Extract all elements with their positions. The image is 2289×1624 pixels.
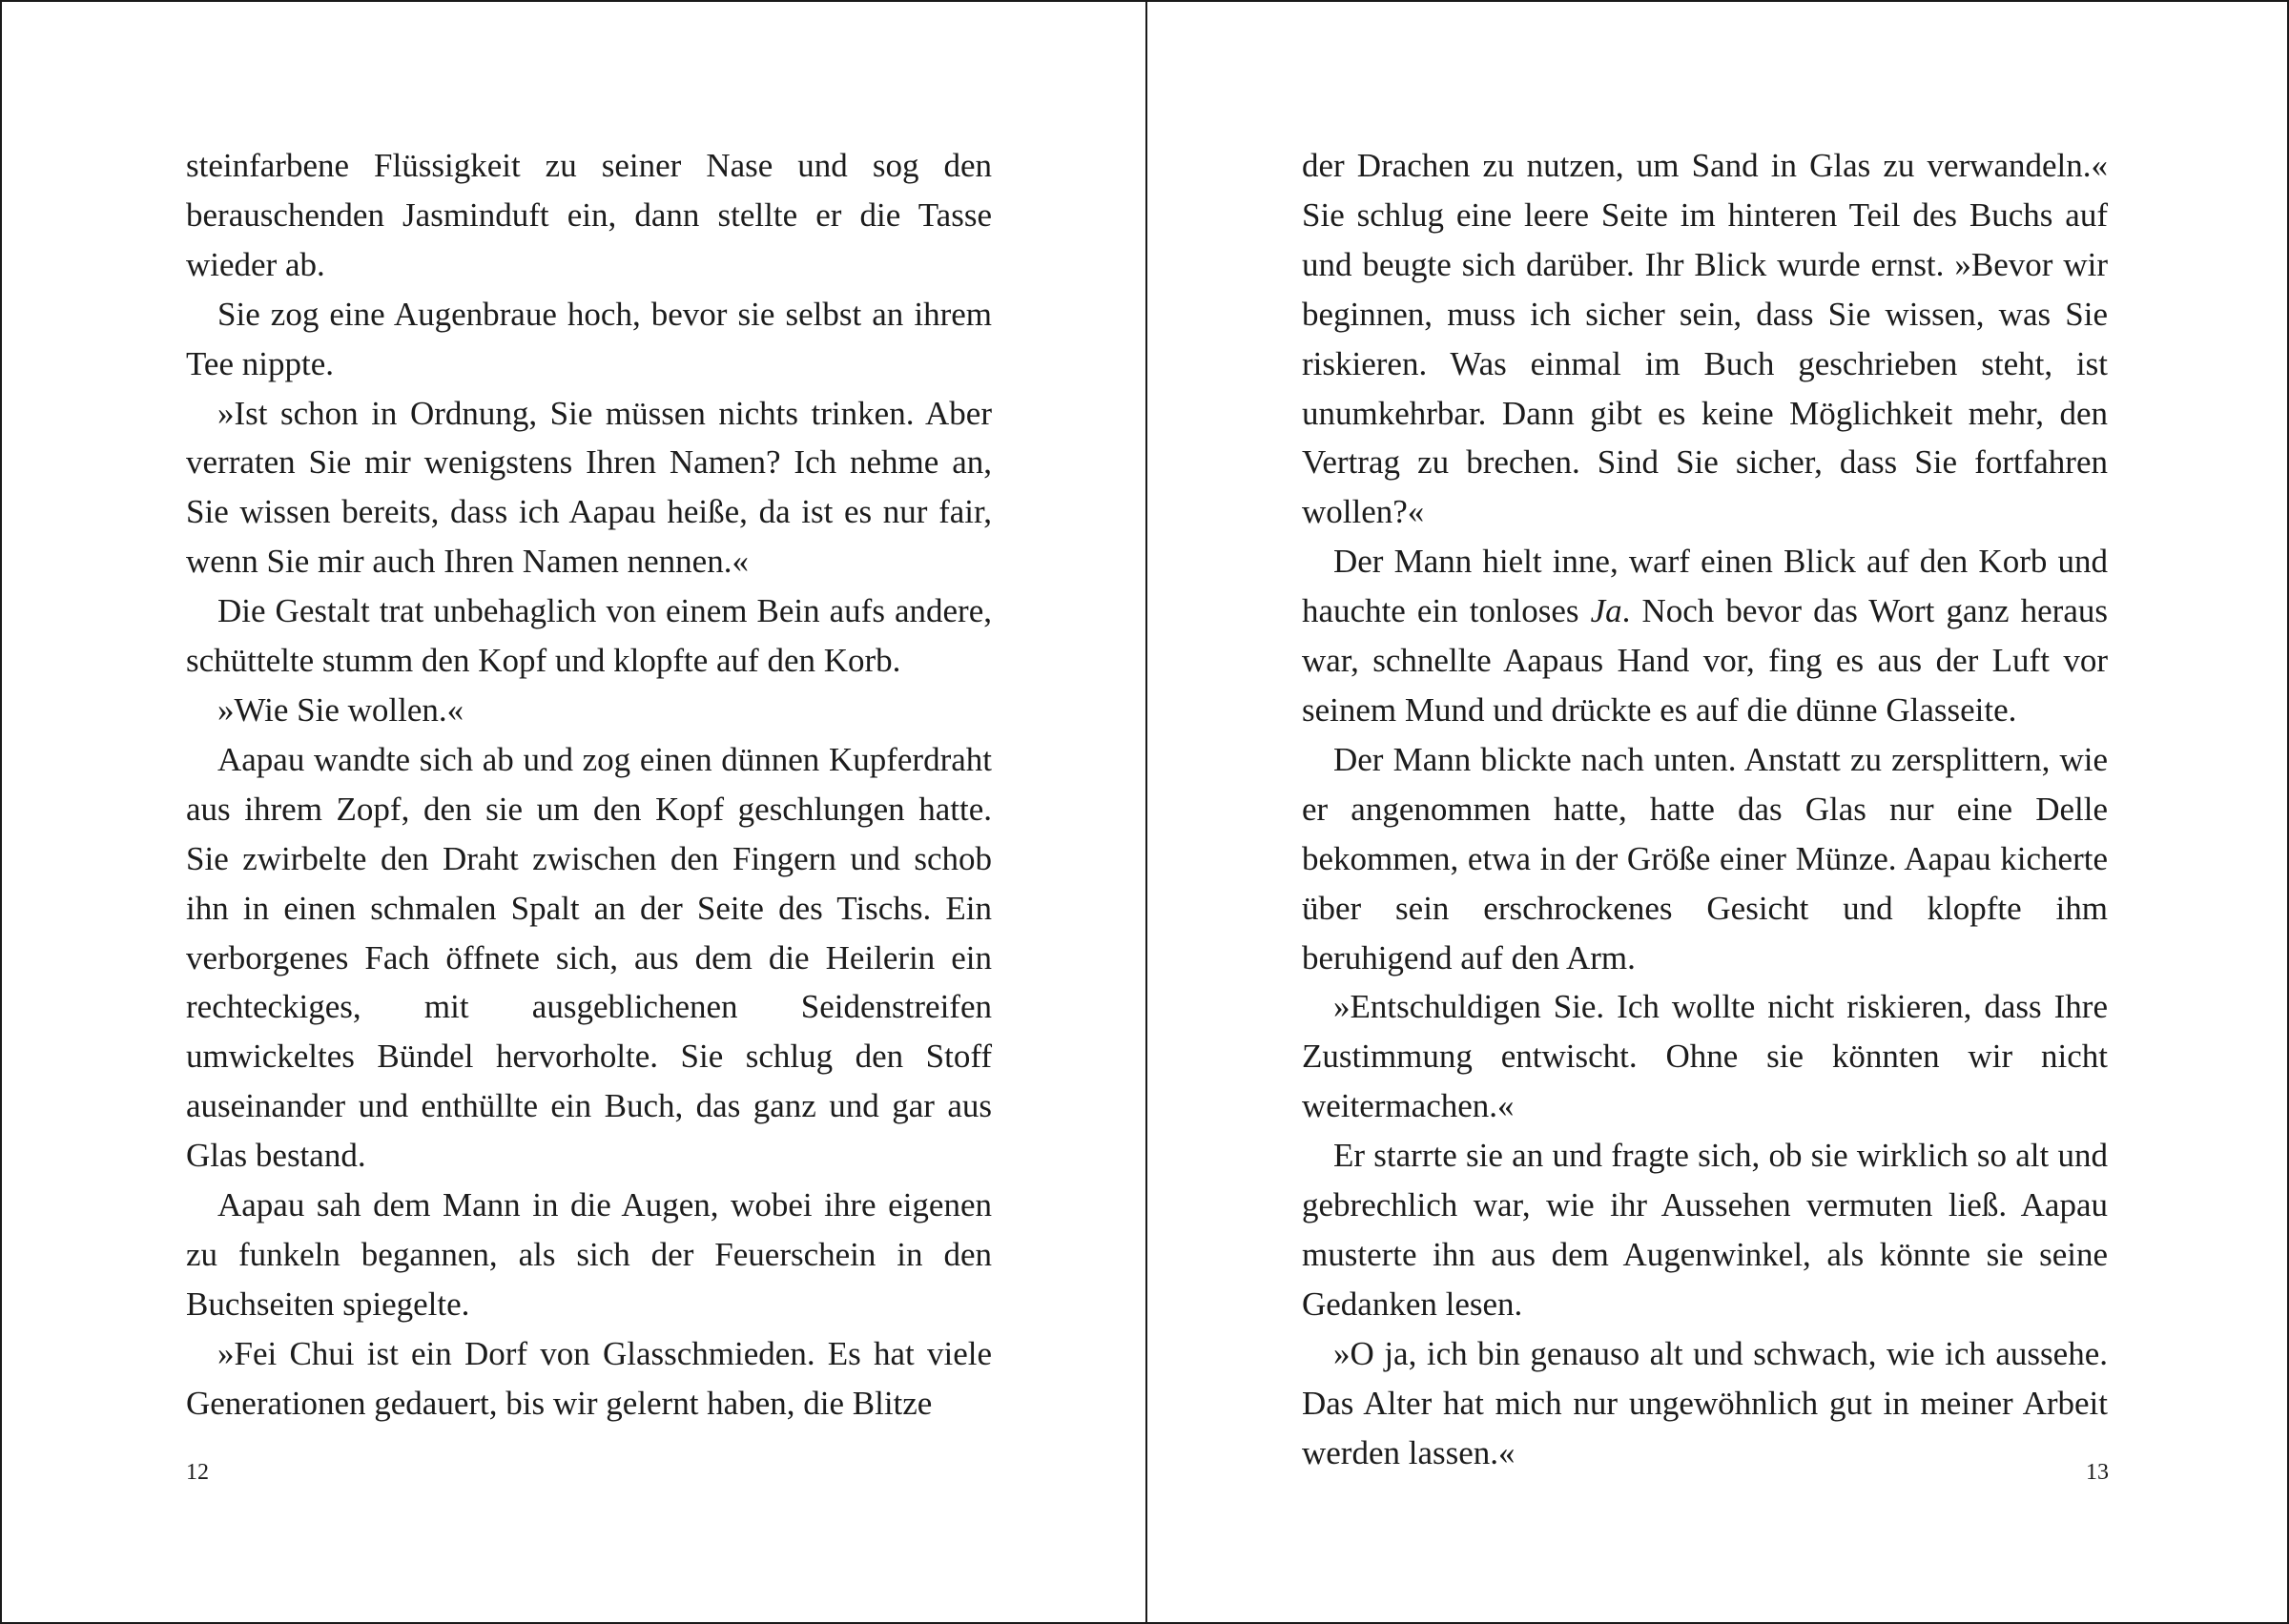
right-page-text: [1302, 141, 2108, 1477]
paragraph: Aapau wandte sich ab und zog einen dünnen Kupferdraht aus ihrem Zopf, den sie um den Kopf geschlungen hatte. Sie zwirbelte den Draht zwischen den Fingern und schob ihn in einen schmalen Spalt an der Seite des Tischs. Ein verborgenes Fach öffnete sich, aus dem die Heilerin ein rechteckiges, mit ausgeblichenen Seidenstreifen umwickeltes Bündel hervorholte. Sie schlug den Stoff auseinander und enthüllte ein Buch, das ganz und gar aus Glas bestand.: [186, 740, 992, 1175]
emphasized-word: Ja: [1590, 592, 1622, 630]
paragraph: »Ist schon in Ordnung, Sie müssen nichts trinken. Aber verraten Sie mir wenigstens Ihren Namen? Ich nehme an, Sie wissen bereits, dass ich Aapau heiße, da ist es nur fair, wenn Sie mir auch Ihren Namen nennen.«: [186, 394, 992, 581]
page-number-left: 12: [186, 1460, 209, 1485]
paragraph: »Wie Sie wollen.«: [217, 690, 464, 729]
paragraph: »Entschuldigen Sie. Ich wollte nicht riskieren, dass Ihre Zustimmung entwischt. Ohne sie könnten wir nicht weitermachen.«: [1302, 988, 2108, 1125]
paragraph: Sie zog eine Augenbraue hoch, bevor sie selbst an ihrem Tee nippte.: [186, 295, 992, 382]
page-gutter-divider: [1145, 2, 1147, 1622]
paragraph: [1302, 537, 2108, 735]
paragraph: Die Gestalt trat unbehaglich von einem Bein aufs andere, schüttelte stumm den Kopf und klopfte auf den Korb.: [186, 592, 992, 680]
paragraph-text: . Noch bevor das Wort ganz heraus war, schnellte Aapaus Hand vor, fing es aus der Luft vor seinem Mund und drückte es auf die dünne Glasseite.: [1302, 592, 2108, 729]
page-number-right: 13: [2086, 1460, 2109, 1485]
paragraph: Er starrte sie an und fragte sich, ob sie wirklich so alt und gebrechlich war, wie ihr Aussehen vermuten ließ. Aapau musterte ihn aus dem Augenwinkel, als könnte sie seine Gedanken lesen.: [1302, 1137, 2108, 1323]
paragraph: »O ja, ich bin genauso alt und schwach, wie ich aussehe. Das Alter hat mich nur ungewöhnlich gut in meiner Arbeit werden lassen.«: [1302, 1334, 2108, 1471]
paragraph: der Drachen zu nutzen, um Sand in Glas zu verwandeln.« Sie schlug eine leere Seite im hinteren Teil des Buchs auf und beugte sich darüber. Ihr Blick wurde ernst. »Bevor wir beginnen, muss ich sicher sein, dass Sie wissen, was Sie riskieren. Was einmal im Buch geschrieben steht, ist unumkehrbar. Dann gibt es keine Möglichkeit mehr, den Vertrag zu brechen. Sind Sie sicher, dass Sie fortfahren wollen?«: [1302, 147, 2108, 531]
paragraph: steinfarbene Flüssigkeit zu seiner Nase und sog den berauschenden Jasminduft ein, dann stellte er die Tasse wieder ab.: [186, 147, 992, 283]
paragraph-text: Der Mann hielt inne, warf einen Blick auf den Korb und hauchte ein tonloses: [1302, 543, 2108, 630]
paragraph: Der Mann blickte nach unten. Anstatt zu zersplittern, wie er angenommen hatte, hatte das Glas nur eine Delle bekommen, etwa in der Größe einer Münze. Aapau kicherte über sein erschrockenes Gesicht und klopfte ihm beruhigend auf den Arm.: [1302, 740, 2108, 976]
paragraph: »Fei Chui ist ein Dorf von Glasschmieden. Es hat viele Generationen gedauert, bis wir gelernt haben, die Blitze: [186, 1334, 992, 1422]
paragraph: Aapau sah dem Mann in die Augen, wobei ihre eigenen zu funkeln begannen, als sich der Feuerschein in den Buchseiten spiegelte.: [186, 1186, 992, 1323]
left-page-text: [186, 141, 992, 1429]
